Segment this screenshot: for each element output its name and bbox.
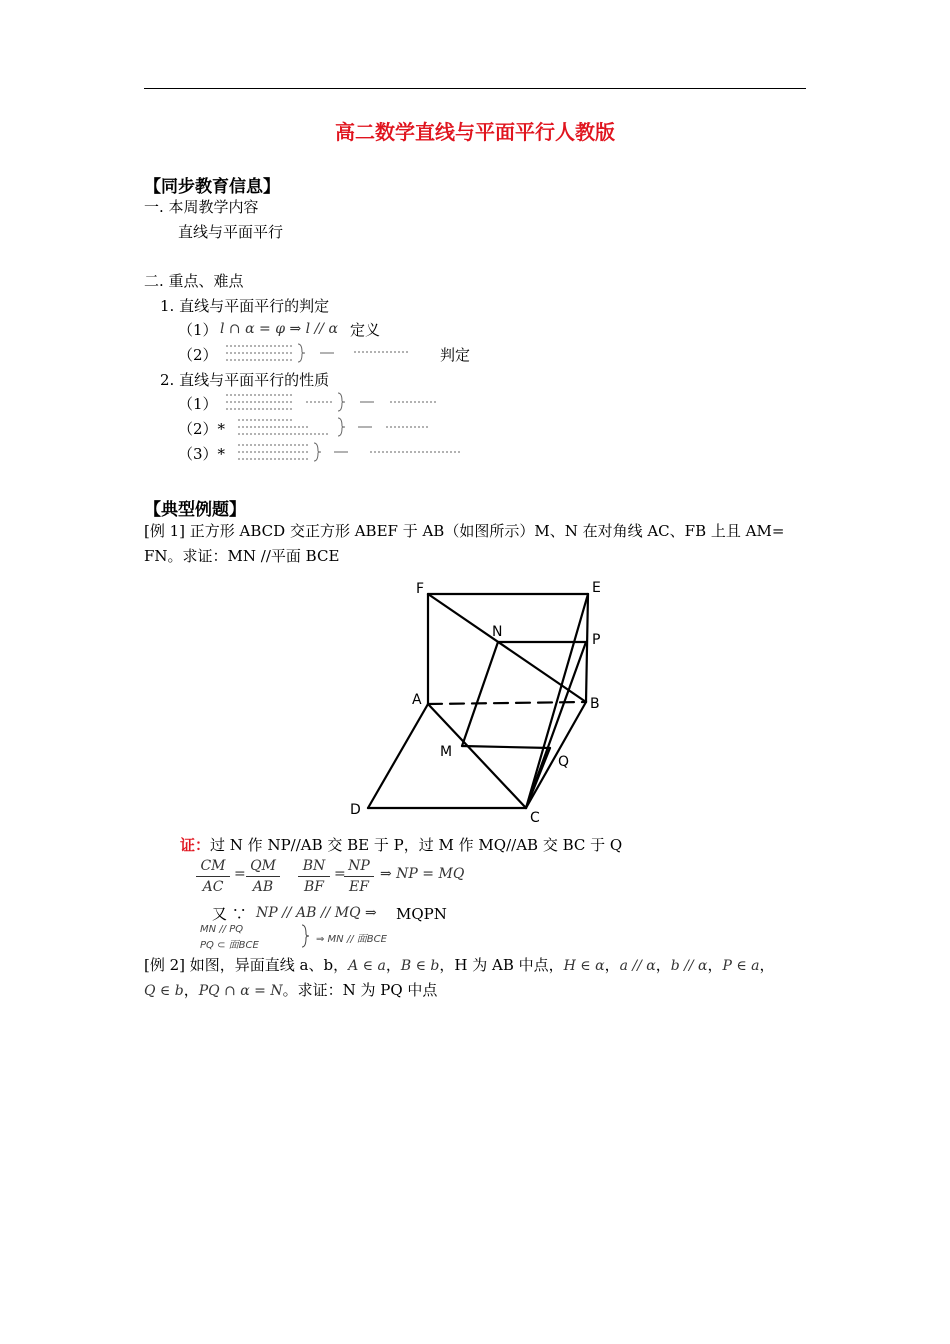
edge-AB xyxy=(428,702,586,704)
fraction-cm-ac: $\frac{CM}{AC}$ xyxy=(196,856,230,897)
page-title: 高二数学直线与平面平行人教版 xyxy=(335,120,615,144)
item-weekly-content: 一. 本周教学内容 xyxy=(144,198,259,216)
label-N: N xyxy=(492,624,503,640)
proof-parallelogram: MQPN xyxy=(396,905,447,923)
point-property: 2. 直线与平面平行的性质 xyxy=(160,371,330,389)
label-Q: Q xyxy=(558,754,570,770)
label-A: A xyxy=(412,692,422,708)
segment-MQ xyxy=(462,746,550,748)
example-1-figure xyxy=(340,570,620,830)
edge-CB xyxy=(526,702,586,808)
section-heading-sync: 【同步教育信息】 xyxy=(144,177,280,197)
proof-mn-pq: MN // PQ xyxy=(200,924,244,935)
label-D: D xyxy=(350,802,361,818)
point-criterion: 1. 直线与平面平行的判定 xyxy=(160,297,330,315)
criterion-1-formula: l ∩ α = φ ⇒ l // α xyxy=(220,321,338,337)
label-F: F xyxy=(416,581,425,597)
proof-brace xyxy=(300,924,310,948)
proof-label: 证： xyxy=(180,836,211,854)
fraction-qm-ab: $\frac{QM}{AB}$ xyxy=(246,856,280,897)
proof-also: 又 ∵ xyxy=(212,905,247,923)
label-B: B xyxy=(590,696,600,712)
equals-2: = xyxy=(334,866,346,882)
label-M: M xyxy=(440,744,453,760)
criterion-1-num: （1） xyxy=(178,321,218,339)
proof-pq-in-plane: PQ ⊂ 面BCE xyxy=(200,940,259,951)
example-1-line-1: [例 1] 正方形 ABCD 交正方形 ABEF 于 AB（如图所示）M、N 在对角线 AC、FB 上且 AM= xyxy=(144,522,785,540)
criterion-2-label: 判定 xyxy=(440,346,471,364)
proof-also-formula: NP // AB // MQ ⇒ xyxy=(256,905,377,921)
edge-EB xyxy=(586,594,588,702)
property-3-formula-image xyxy=(234,440,464,466)
criterion-2-num: （2） xyxy=(178,346,218,364)
proof-line-1 xyxy=(180,835,622,855)
label-C: C xyxy=(530,810,540,826)
item-weekly-content-sub: 直线与平面平行 xyxy=(178,223,284,241)
example-1-line-2: FN。求证：MN //平面 BCE xyxy=(144,547,340,565)
implies-np-mq: ⇒ NP = MQ xyxy=(380,866,465,882)
section-heading-examples: 【典型例题】 xyxy=(144,500,246,520)
edge-AD xyxy=(368,704,428,808)
proof-text: 过 N 作 NP//AB 交 BE 于 P，过 M 作 MQ//AB 交 BC 于 Q xyxy=(210,836,623,854)
edge-CE xyxy=(526,594,588,808)
property-1-formula-image xyxy=(222,390,442,416)
header-rule xyxy=(144,88,806,89)
label-E: E xyxy=(592,580,601,596)
segment-QC xyxy=(526,748,550,808)
property-2-formula-image xyxy=(234,415,434,441)
example-2-line-1: [例 2] 如图，异面直线 a、b，A ∈ a，B ∈ b，H 为 AB 中点，H ∈ α，a // α，b // α，P ∈ a， xyxy=(144,956,775,974)
criterion-2-formula-image xyxy=(222,340,417,366)
property-3-num: （3）* xyxy=(178,445,226,463)
fraction-bn-bf: $\frac{BN}{BF}$ xyxy=(298,856,330,897)
label-P: P xyxy=(592,632,601,648)
item-key-points: 二. 重点、难点 xyxy=(144,272,244,290)
property-2-num: （2）* xyxy=(178,420,226,438)
segment-NM xyxy=(462,642,498,746)
example-2-line-2: Q ∈ b，PQ ∩ α = N。求证：N 为 PQ 中点 xyxy=(144,981,438,999)
criterion-1-label: 定义 xyxy=(350,321,381,339)
fraction-np-ef: $\frac{NP}{EF}$ xyxy=(344,856,374,897)
proof-conclusion: ⇒ MN // 面BCE xyxy=(316,934,387,945)
equals-1: = xyxy=(234,866,246,882)
property-1-num: （1） xyxy=(178,395,218,413)
